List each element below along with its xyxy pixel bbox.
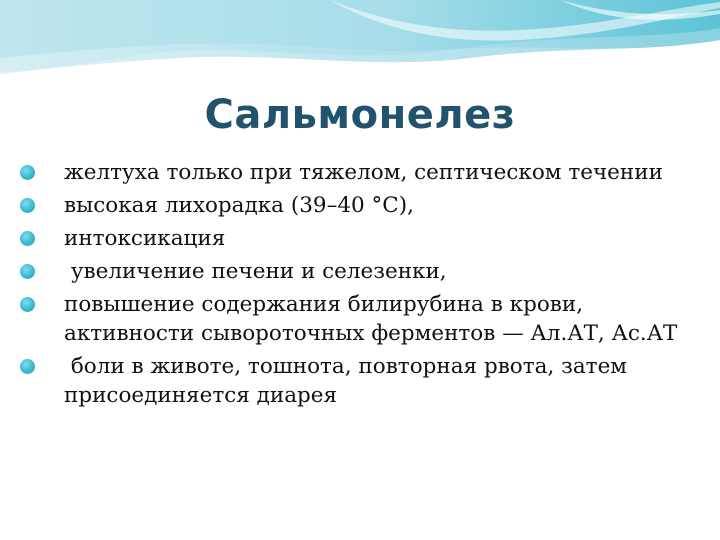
- bullet-marker-icon: [20, 297, 35, 312]
- bullet-item: [20, 191, 690, 220]
- bullet-marker-icon: [20, 165, 35, 180]
- bullet-text: высокая лихорадка (39–40 °С),: [64, 193, 414, 218]
- bullet-item: [20, 352, 690, 410]
- bullet-marker-icon: [20, 264, 35, 279]
- bullet-list: [20, 158, 690, 414]
- slide-title: Сальмонелез: [204, 92, 516, 138]
- bullet-text: интоксикация: [64, 226, 226, 251]
- bullet-item: [20, 257, 690, 286]
- bullet-marker-icon: [20, 198, 35, 213]
- bullet-text: повышение содержания билирубина в крови, активности сывороточных ферментов — Ал.АТ, Ас.АТ: [64, 292, 678, 346]
- bullet-text: желтуха только при тяжелом, септическом течении: [64, 160, 663, 185]
- bullet-item: [20, 158, 690, 187]
- bullet-item: [20, 224, 690, 253]
- bullet-text: увеличение печени и селезенки,: [64, 259, 447, 284]
- bullet-item: [20, 290, 690, 348]
- bullet-text: боли в животе, тошнота, повторная рвота, затем присоединяется диарея: [64, 354, 634, 408]
- header-wave-decoration: [0, 0, 720, 95]
- bullet-marker-icon: [20, 359, 35, 374]
- bullet-marker-icon: [20, 231, 35, 246]
